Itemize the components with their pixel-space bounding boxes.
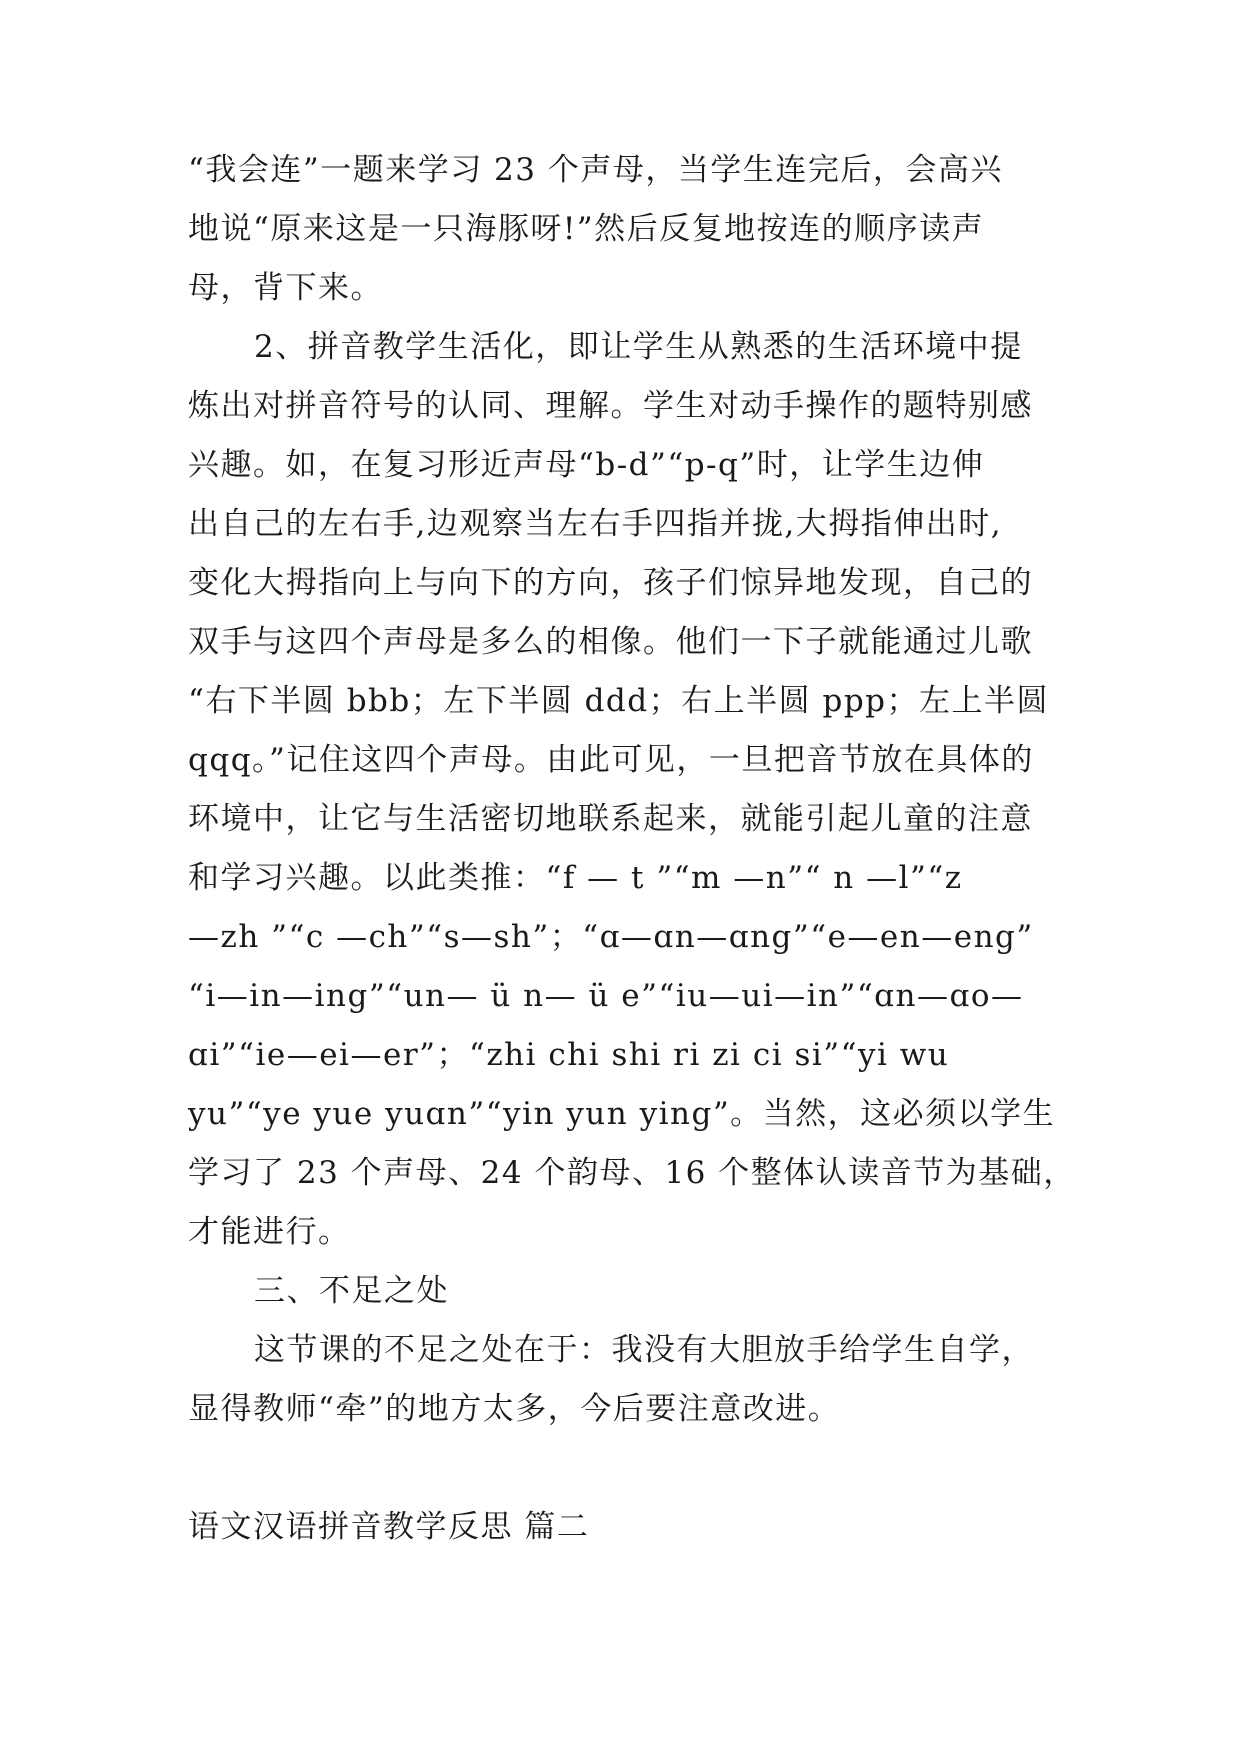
paragraph-2-line-13: ɑi”“ie—ei—er”；“zhi chi shi ri zi ci si”“yi wu (188, 1037, 950, 1073)
paragraph-2-line-8: qqq。”记住这四个声母。由此可见，一旦把音节放在具体的 (188, 742, 1034, 778)
paragraph-3-line-1: 这节课的不足之处在于：我没有大胆放手给学生自学， (254, 1332, 1034, 1368)
section-heading: 三、不足之处 (254, 1273, 449, 1309)
paragraph-2-line-5: 变化大拇指向上与向下的方向，孩子们惊异地发现，自己的 (188, 565, 1033, 601)
paragraph-2-line-9: 环境中，让它与生活密切地联系起来，就能引起儿童的注意 (188, 801, 1033, 837)
paragraph-3-line-2: 显得教师“牵”的地方太多，今后要注意改进。 (188, 1391, 841, 1427)
paragraph-1-line-3: 母，背下来。 (188, 270, 383, 306)
paragraph-2-line-14: yu”“ye yue yuɑn”“yin yun ying”。当然，这必须以学生 (188, 1096, 1056, 1132)
paragraph-2-line-10: 和学习兴趣。以此类推：“f — t ”“m —n”“ n —l”“z (188, 860, 963, 896)
paragraph-2-line-16: 才能进行。 (188, 1214, 351, 1250)
next-article-title: 语文汉语拼音教学反思 篇二 (188, 1509, 590, 1545)
paragraph-1-line-1: “我会连”一题来学习 23 个声母，当学生连完后，会高兴 (188, 152, 1003, 188)
paragraph-2-line-3: 兴趣。如，在复习形近声母“b-d”“p-q”时，让学生边伸 (188, 447, 985, 483)
paragraph-2-line-11: —zh ”“c —ch”“s—sh”；“ɑ—ɑn—ɑng”“e—en—eng” (188, 919, 1034, 955)
paragraph-2-line-7: “右下半圆 bbb；左下半圆 ddd；右上半圆 ppp；左上半圆 (188, 683, 1050, 719)
paragraph-2-line-1: 2、拼音教学生活化，即让学生从熟悉的生活环境中提 (254, 329, 1023, 365)
paragraph-2-line-12: “i—in—ing”“un— ü n— ü e”“iu—ui—in”“ɑn—ɑo— (188, 978, 1024, 1014)
paragraph-2-line-2: 炼出对拼音符号的认同、理解。学生对动手操作的题特别感 (188, 388, 1033, 424)
paragraph-2-line-6: 双手与这四个声母是多么的相像。他们一下子就能通过儿歌 (188, 624, 1033, 660)
paragraph-2-line-4: 出自己的左右手,边观察当左右手四指并拢,大拇指伸出时, (188, 506, 1003, 542)
paragraph-1-line-2: 地说“原来这是一只海豚呀!”然后反复地按连的顺序读声 (188, 211, 985, 247)
paragraph-2-line-15: 学习了 23 个声母、24 个韵母、16 个整体认读音节为基础， (188, 1155, 1076, 1191)
